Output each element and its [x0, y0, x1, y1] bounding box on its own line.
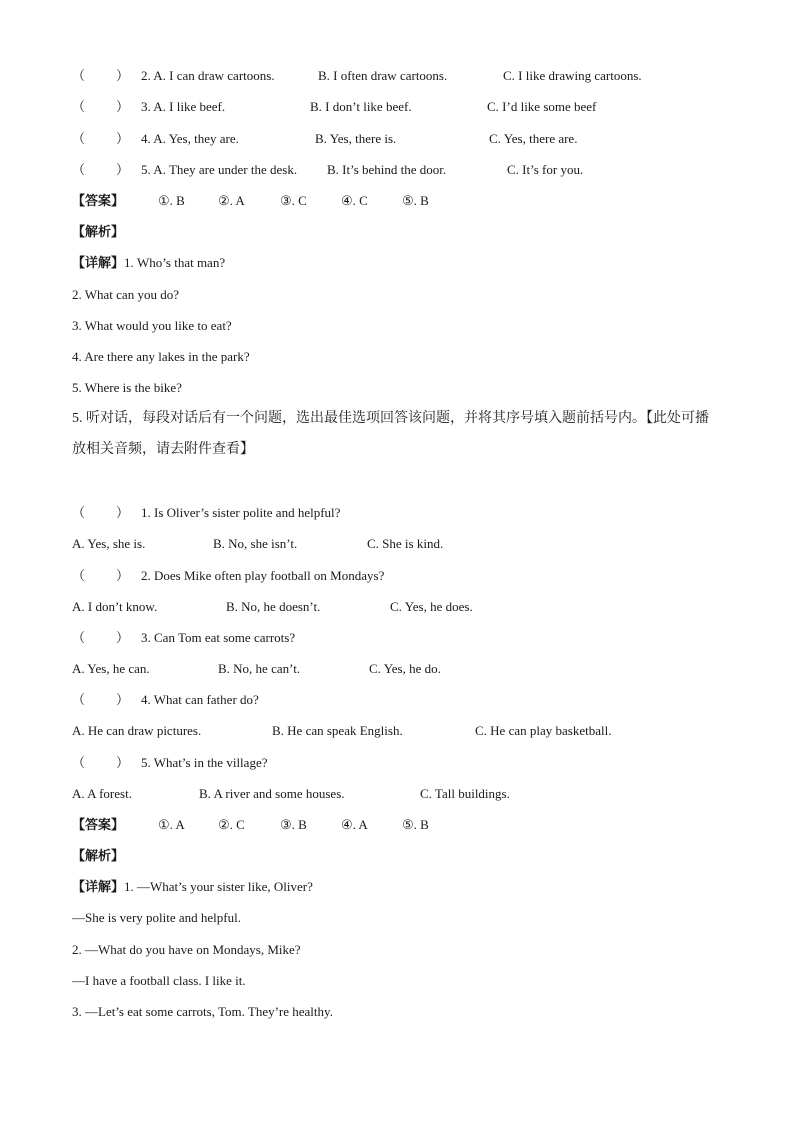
option-c: C. Yes, there are.: [489, 131, 578, 146]
answer-item: ③. B: [280, 817, 307, 832]
bracket-close: ）: [116, 568, 130, 583]
option-c: C. He can play basketball.: [475, 723, 612, 738]
question-line: [141, 504, 340, 522]
options-row: [0, 660, 794, 678]
answer-row: [0, 816, 794, 834]
answer-item: ⑤. B: [402, 817, 429, 832]
bracket-close: ）: [116, 755, 130, 770]
answer-item: ⑤. B: [402, 193, 429, 208]
bracket-open: （: [72, 131, 86, 146]
question-text: What can father do?: [153, 692, 259, 707]
answer-item: ①. B: [158, 193, 185, 208]
detail-row: [0, 379, 794, 397]
question-text: What’s in the village?: [153, 755, 268, 770]
answer-row: [0, 192, 794, 210]
detail-row: [0, 254, 794, 272]
options-row: [0, 785, 794, 803]
question-number: 5.: [141, 755, 151, 770]
question-row: [0, 130, 794, 148]
bracket-open: （: [72, 162, 86, 177]
option-c: C. I like drawing cartoons.: [503, 68, 642, 83]
answer-label: 【答案】: [72, 193, 125, 208]
option-a: A. I like beef.: [153, 99, 226, 114]
instruction-text: 放相关音频，请去附件查看】: [72, 442, 254, 457]
option-b: B. He can speak English.: [272, 723, 403, 738]
question-number: 5.: [141, 162, 151, 177]
detail-text: —She is very polite and helpful.: [72, 910, 241, 925]
detail-text: 2. —What do you have on Mondays, Mike?: [72, 942, 301, 957]
question-text: Can Tom eat some carrots?: [154, 630, 296, 645]
question-line: [141, 691, 259, 709]
answer-item: ①. A: [158, 817, 185, 832]
bracket-open: （: [72, 568, 86, 583]
bracket-close: ）: [116, 162, 130, 177]
option-b: B. No, he can’t.: [218, 661, 301, 676]
option-c: C. It’s for you.: [507, 162, 584, 177]
bracket-open: （: [72, 505, 86, 520]
option-a: A. Yes, she is.: [72, 536, 146, 551]
option-a: A. I can draw cartoons.: [153, 68, 275, 83]
question-row: [0, 504, 794, 522]
bracket-close: ）: [116, 692, 130, 707]
detail-row: [0, 348, 794, 366]
detail-row: [0, 909, 794, 927]
detail-row: [0, 941, 794, 959]
question-row: [0, 754, 794, 772]
instruction-line: [0, 410, 794, 428]
option-a: A. He can draw pictures.: [72, 723, 202, 738]
detail-text: 2. What can you do?: [72, 287, 179, 302]
bracket-close: ）: [116, 131, 130, 146]
bracket-open: （: [72, 755, 86, 770]
detail-label: 【详解】: [72, 255, 125, 270]
detail-line: [72, 878, 313, 896]
detail-text: 3. —Let’s eat some carrots, Tom. They’re healthy.: [72, 1004, 333, 1019]
option-b: B. A river and some houses.: [199, 786, 345, 801]
bracket-close: ）: [116, 99, 130, 114]
option-c: C. Yes, he does.: [390, 599, 473, 614]
answer-item: ②. A: [218, 193, 245, 208]
bracket-open: （: [72, 630, 86, 645]
option-a: A. Yes, he can.: [72, 661, 150, 676]
detail-row: [0, 878, 794, 896]
option-b: B. Yes, there is.: [315, 131, 397, 146]
option-b: B. I often draw cartoons.: [318, 68, 448, 83]
question-row: [0, 691, 794, 709]
options-row: [0, 535, 794, 553]
bracket-close: ）: [116, 68, 130, 83]
option-a: A. I don’t know.: [72, 599, 158, 614]
detail-text: 3. What would you like to eat?: [72, 318, 232, 333]
bracket-close: ）: [116, 505, 130, 520]
detail-line: [72, 254, 225, 272]
question-line: [141, 629, 295, 647]
bracket-close: ）: [116, 630, 130, 645]
detail-row: [0, 1003, 794, 1021]
answer-label: 【答案】: [72, 817, 125, 832]
analysis-row: [0, 847, 794, 865]
option-a: A. Yes, they are.: [153, 131, 239, 146]
question-row: [0, 98, 794, 116]
analysis-label: 【解析】: [72, 848, 125, 863]
option-c: C. Yes, he do.: [369, 661, 441, 676]
detail-text: 1. Who’s that man?: [124, 255, 226, 270]
question-line: [141, 754, 267, 772]
bracket-open: （: [72, 692, 86, 707]
instruction-text: 5. 听对话，每段对话后有一个问题，选出最佳选项回答该问题，并将其序号填入题前括号内。【此处可播: [72, 411, 709, 426]
question-row: [0, 629, 794, 647]
question-number-option-a: [141, 130, 239, 148]
question-row: [0, 567, 794, 585]
option-b: B. No, he doesn’t.: [226, 599, 321, 614]
question-line: [141, 567, 384, 585]
question-number: 3.: [141, 99, 151, 114]
detail-row: [0, 972, 794, 990]
option-c: C. Tall buildings.: [420, 786, 510, 801]
answer-item: ②. C: [218, 817, 245, 832]
answer-item: ③. C: [280, 193, 307, 208]
detail-row: [0, 317, 794, 335]
question-number: 2.: [141, 68, 151, 83]
question-text: Is Oliver’s sister polite and helpful?: [154, 505, 341, 520]
detail-row: [0, 286, 794, 304]
option-a: A. A forest.: [72, 786, 132, 801]
bracket-open: （: [72, 68, 86, 83]
instruction-line: [0, 441, 794, 459]
question-number-option-a: [141, 67, 275, 85]
question-row: [0, 67, 794, 85]
options-row: [0, 598, 794, 616]
question-number: 2.: [141, 568, 151, 583]
option-a: A. They are under the desk.: [153, 162, 298, 177]
question-number-option-a: [141, 98, 225, 116]
option-c: C. She is kind.: [367, 536, 444, 551]
detail-text: 1. —What’s your sister like, Oliver?: [124, 879, 313, 894]
answer-item: ④. C: [341, 193, 368, 208]
detail-label: 【详解】: [72, 879, 125, 894]
detail-text: —I have a football class. I like it.: [72, 973, 246, 988]
analysis-label: 【解析】: [72, 224, 125, 239]
question-number: 4.: [141, 692, 151, 707]
option-c: C. I’d like some beef: [487, 99, 597, 114]
detail-text: 5. Where is the bike?: [72, 380, 182, 395]
question-number: 3.: [141, 630, 151, 645]
answer-item: ④. A: [341, 817, 368, 832]
question-number-option-a: [141, 161, 297, 179]
option-b: B. It’s behind the door.: [327, 162, 447, 177]
bracket-open: （: [72, 99, 86, 114]
options-row: [0, 722, 794, 740]
detail-text: 4. Are there any lakes in the park?: [72, 349, 250, 364]
question-number: 1.: [141, 505, 151, 520]
question-row: [0, 161, 794, 179]
option-b: B. No, she isn’t.: [213, 536, 298, 551]
question-number: 4.: [141, 131, 151, 146]
option-b: B. I don’t like beef.: [310, 99, 412, 114]
question-text: Does Mike often play football on Mondays?: [154, 568, 385, 583]
analysis-row: [0, 223, 794, 241]
